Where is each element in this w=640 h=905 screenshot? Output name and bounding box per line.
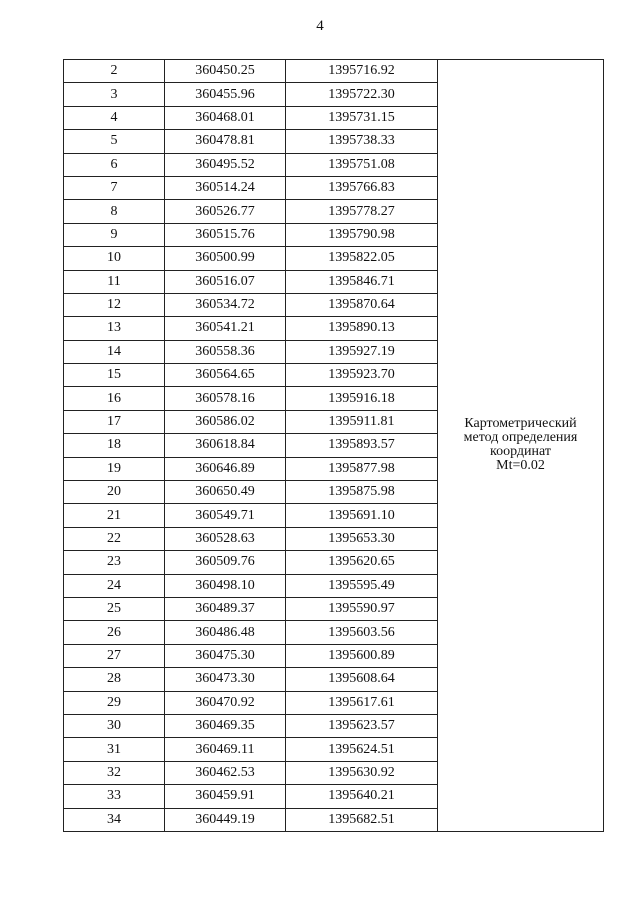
point-number-cell: 24 [64,574,165,597]
point-number-cell: 21 [64,504,165,527]
point-number-cell: 4 [64,106,165,129]
point-number-cell: 27 [64,644,165,667]
point-number-cell: 23 [64,551,165,574]
x-coordinate-cell: 360528.63 [165,527,286,550]
point-number-cell: 31 [64,738,165,761]
method-line: Mt=0.02 [496,458,545,474]
point-number-cell: 7 [64,176,165,199]
method-line: метод определения [463,430,578,446]
x-coordinate-cell: 360515.76 [165,223,286,246]
y-coordinate-cell: 1395617.61 [286,691,438,714]
y-coordinate-cell: 1395890.13 [286,317,438,340]
point-number-cell: 8 [64,200,165,223]
point-number-cell: 22 [64,527,165,550]
x-coordinate-cell: 360516.07 [165,270,286,293]
x-coordinate-cell: 360470.92 [165,691,286,714]
x-coordinate-cell: 360586.02 [165,410,286,433]
point-number-cell: 34 [64,808,165,831]
x-coordinate-cell: 360450.25 [165,60,286,83]
point-number-cell: 30 [64,714,165,737]
x-coordinate-cell: 360526.77 [165,200,286,223]
x-coordinate-cell: 360564.65 [165,364,286,387]
point-number-cell: 5 [64,130,165,153]
x-coordinate-cell: 360500.99 [165,247,286,270]
point-number-cell: 29 [64,691,165,714]
x-coordinate-cell: 360449.19 [165,808,286,831]
coordinates-table-body [64,60,604,832]
x-coordinate-cell: 360469.11 [165,738,286,761]
y-coordinate-cell: 1395751.08 [286,153,438,176]
x-coordinate-cell: 360578.16 [165,387,286,410]
y-coordinate-cell: 1395624.51 [286,738,438,761]
y-coordinate-cell: 1395590.97 [286,597,438,620]
x-coordinate-cell: 360549.71 [165,504,286,527]
y-coordinate-cell: 1395927.19 [286,340,438,363]
page-number: 4 [316,18,324,34]
y-coordinate-cell: 1395722.30 [286,83,438,106]
y-coordinate-cell: 1395766.83 [286,176,438,199]
x-coordinate-cell: 360541.21 [165,317,286,340]
method-description-cell [438,60,604,832]
x-coordinate-cell: 360455.96 [165,83,286,106]
x-coordinate-cell: 360509.76 [165,551,286,574]
x-coordinate-cell: 360462.53 [165,761,286,784]
y-coordinate-cell: 1395870.64 [286,293,438,316]
x-coordinate-cell: 360514.24 [165,176,286,199]
x-coordinate-cell: 360534.72 [165,293,286,316]
x-coordinate-cell: 360486.48 [165,621,286,644]
point-number-cell: 9 [64,223,165,246]
y-coordinate-cell: 1395716.92 [286,60,438,83]
x-coordinate-cell: 360495.52 [165,153,286,176]
y-coordinate-cell: 1395623.57 [286,714,438,737]
y-coordinate-cell: 1395875.98 [286,481,438,504]
y-coordinate-cell: 1395600.89 [286,644,438,667]
point-number-cell: 2 [64,60,165,83]
point-number-cell: 32 [64,761,165,784]
y-coordinate-cell: 1395603.56 [286,621,438,644]
x-coordinate-cell: 360498.10 [165,574,286,597]
point-number-cell: 14 [64,340,165,363]
y-coordinate-cell: 1395731.15 [286,106,438,129]
x-coordinate-cell: 360468.01 [165,106,286,129]
y-coordinate-cell: 1395822.05 [286,247,438,270]
point-number-cell: 13 [64,317,165,340]
y-coordinate-cell: 1395778.27 [286,200,438,223]
y-coordinate-cell: 1395630.92 [286,761,438,784]
y-coordinate-cell: 1395608.64 [286,668,438,691]
point-number-cell: 33 [64,785,165,808]
x-coordinate-cell: 360618.84 [165,434,286,457]
y-coordinate-cell: 1395682.51 [286,808,438,831]
point-number-cell: 15 [64,364,165,387]
point-number-cell: 19 [64,457,165,480]
y-coordinate-cell: 1395738.33 [286,130,438,153]
point-number-cell: 20 [64,481,165,504]
point-number-cell: 6 [64,153,165,176]
point-number-cell: 11 [64,270,165,293]
y-coordinate-cell: 1395595.49 [286,574,438,597]
x-coordinate-cell: 360473.30 [165,668,286,691]
point-number-cell: 18 [64,434,165,457]
point-number-cell: 3 [64,83,165,106]
y-coordinate-cell: 1395846.71 [286,270,438,293]
y-coordinate-cell: 1395923.70 [286,364,438,387]
y-coordinate-cell: 1395691.10 [286,504,438,527]
coordinates-table [63,59,604,832]
point-number-cell: 17 [64,410,165,433]
x-coordinate-cell: 360459.91 [165,785,286,808]
method-line: Картометрический [464,416,577,432]
x-coordinate-cell: 360469.35 [165,714,286,737]
y-coordinate-cell: 1395653.30 [286,527,438,550]
y-coordinate-cell: 1395790.98 [286,223,438,246]
point-number-cell: 28 [64,668,165,691]
point-number-cell: 12 [64,293,165,316]
x-coordinate-cell: 360475.30 [165,644,286,667]
x-coordinate-cell: 360489.37 [165,597,286,620]
x-coordinate-cell: 360558.36 [165,340,286,363]
x-coordinate-cell: 360650.49 [165,481,286,504]
point-number-cell: 25 [64,597,165,620]
y-coordinate-cell: 1395911.81 [286,410,438,433]
point-number-cell: 10 [64,247,165,270]
method-line: координат [490,444,551,460]
point-number-cell: 16 [64,387,165,410]
y-coordinate-cell: 1395916.18 [286,387,438,410]
y-coordinate-cell: 1395640.21 [286,785,438,808]
x-coordinate-cell: 360478.81 [165,130,286,153]
y-coordinate-cell: 1395893.57 [286,434,438,457]
point-number-cell: 26 [64,621,165,644]
y-coordinate-cell: 1395877.98 [286,457,438,480]
x-coordinate-cell: 360646.89 [165,457,286,480]
y-coordinate-cell: 1395620.65 [286,551,438,574]
table-row [64,60,604,83]
